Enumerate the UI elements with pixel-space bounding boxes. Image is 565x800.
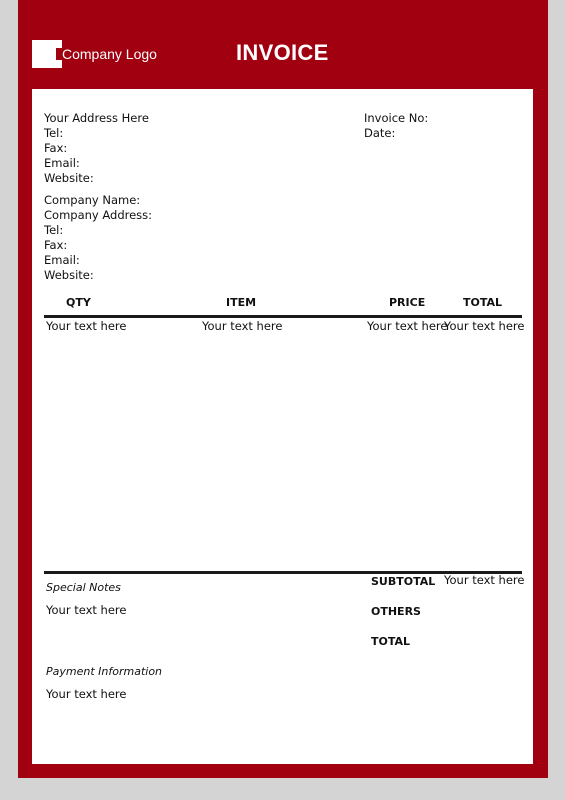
column-header-price: PRICE	[389, 296, 426, 309]
column-header-item: ITEM	[226, 296, 257, 309]
row-price: Your text here	[367, 319, 448, 333]
others-label: OTHERS	[371, 605, 421, 618]
client-name: Company Name:	[44, 193, 141, 207]
sender-website: Website:	[44, 171, 94, 185]
invoice-number-label: Invoice No:	[364, 111, 429, 125]
subtotal-label: SUBTOTAL	[371, 575, 436, 588]
table-header-divider	[44, 315, 522, 318]
client-address: Company Address:	[44, 208, 153, 222]
sender-tel: Tel:	[44, 126, 64, 140]
sender-fax: Fax:	[44, 141, 68, 155]
payment-info-title: Payment Information	[46, 665, 163, 678]
special-notes-title: Special Notes	[46, 581, 121, 594]
total-label: TOTAL	[371, 635, 411, 648]
subtotal-value: Your text here	[444, 573, 525, 587]
payment-info-text: Your text here	[46, 687, 127, 701]
invoice-title: INVOICE	[236, 40, 329, 65]
column-header-total: TOTAL	[463, 296, 503, 309]
client-tel: Tel:	[44, 223, 64, 237]
company-logo-text: Company Logo	[62, 46, 157, 62]
column-header-qty: QTY	[66, 296, 91, 309]
client-email: Email:	[44, 253, 80, 267]
client-fax: Fax:	[44, 238, 68, 252]
invoice-meta	[364, 111, 428, 141]
sender-email: Email:	[44, 156, 80, 170]
invoice-date-label: Date:	[364, 126, 396, 140]
client-details	[44, 193, 152, 283]
row-item: Your text here	[202, 319, 283, 333]
sender-address: Your Address Here	[44, 111, 149, 125]
row-qty: Your text here	[46, 319, 127, 333]
row-total: Your text here	[444, 319, 525, 333]
client-website: Website:	[44, 268, 94, 282]
sender-details	[44, 111, 149, 186]
logo-square-icon	[32, 40, 62, 68]
special-notes-text: Your text here	[46, 603, 127, 617]
invoice-body-panel	[32, 89, 533, 764]
